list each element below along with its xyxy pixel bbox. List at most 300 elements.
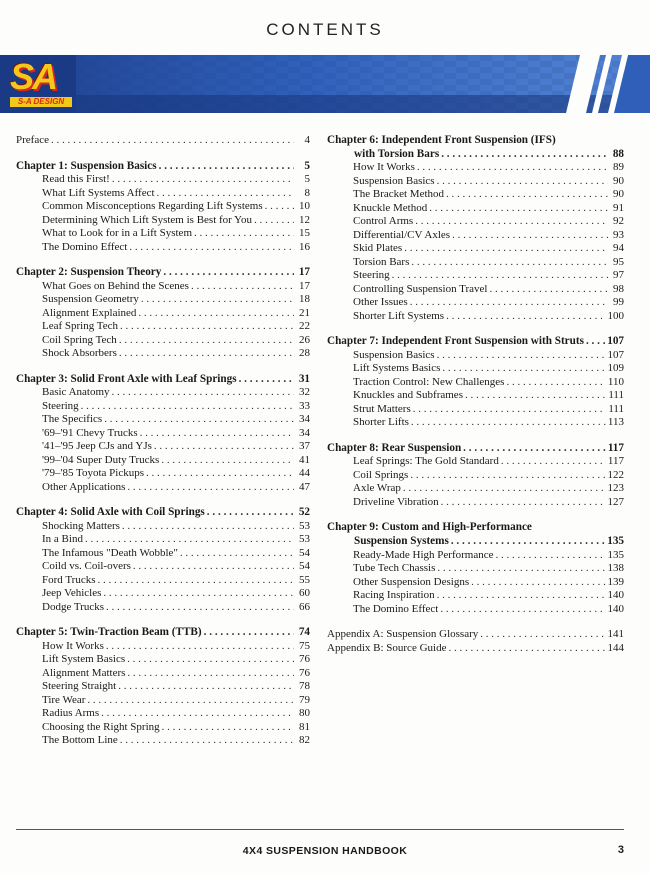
toc-chapter: [327, 628, 624, 655]
dot-leader: [451, 535, 605, 549]
toc-entry-title: Shorter Lift Systems: [353, 309, 445, 322]
toc-entry-title: Alignment Matters: [42, 666, 126, 679]
toc-page-number: 15: [299, 227, 310, 240]
toc-entry: [16, 467, 310, 481]
toc-page-number: 28: [299, 347, 310, 360]
dot-leader: [410, 296, 608, 310]
toc-page-number: 16: [299, 240, 310, 253]
dot-leader: [81, 400, 294, 414]
toc-entry-title: Common Misconceptions Regarding Lift Systems: [42, 200, 263, 213]
toc-chapter: [327, 442, 624, 510]
dot-leader: [254, 214, 294, 228]
dot-leader: [87, 694, 294, 708]
dot-leader: [120, 734, 294, 748]
toc-page-number: 94: [613, 242, 624, 255]
toc-entry: [16, 721, 310, 735]
toc-entry: [16, 334, 310, 348]
toc-page-number: 113: [607, 416, 624, 429]
dot-leader: [180, 547, 294, 561]
dot-leader: [98, 574, 295, 588]
toc-page-number: 55: [299, 573, 310, 586]
toc-entry-title: Leaf Spring Tech: [42, 320, 119, 333]
toc-entry-title: Lift System Basics: [42, 653, 126, 666]
dot-leader: [452, 229, 608, 243]
toc-page-number: 138: [607, 562, 624, 575]
toc-page-number: 144: [607, 641, 624, 654]
toc-entry: [16, 601, 310, 615]
toc-chapter: [16, 160, 310, 255]
toc-entry-title: The Bracket Method: [353, 188, 445, 201]
toc-entry: [16, 413, 310, 427]
chapter-title: Chapter 5: Twin-Traction Beam (TTB): [16, 626, 202, 639]
logo-mark: SA: [10, 56, 57, 97]
chapter-heading: [16, 506, 310, 520]
toc-entry: [327, 349, 624, 363]
toc-page-number: 32: [299, 386, 310, 399]
dot-leader: [411, 256, 608, 270]
toc-entry-title: Driveline Vibration: [353, 495, 439, 508]
toc-entry: [327, 389, 624, 403]
toc-entry: [327, 589, 624, 603]
toc-entry-title: Radius Arms: [42, 707, 100, 720]
toc-page-number: 5: [304, 173, 310, 186]
toc-entry: [16, 667, 310, 681]
chapter-page-number: 117: [607, 441, 624, 454]
dot-leader: [465, 389, 606, 403]
toc-entry-title: Differential/CV Axles: [353, 228, 451, 241]
toc-entry-title: Other Issues: [353, 296, 408, 309]
chapter-title: Chapter 6: Independent Front Suspension (IFS): [327, 134, 556, 146]
toc-page-number: 66: [299, 600, 310, 613]
toc-right-column: [327, 134, 624, 667]
dot-leader: [480, 628, 605, 642]
toc-entry: [327, 549, 624, 563]
toc-entry: [327, 642, 624, 656]
dot-leader: [127, 653, 294, 667]
logo: [4, 56, 76, 112]
toc-entry-title: Strut Matters: [353, 402, 411, 415]
dot-leader: [403, 482, 606, 496]
toc-page-number: 98: [613, 282, 624, 295]
chapter-page-number: 17: [298, 266, 310, 279]
toc-entry-title: Suspension Basics: [353, 174, 435, 187]
toc-chapter: [327, 335, 624, 430]
toc-entry-title: The Domino Effect: [353, 602, 439, 615]
chapter-heading: [16, 134, 310, 148]
toc-entry: [16, 574, 310, 588]
toc-page-number: 54: [299, 560, 310, 573]
toc-entry: [16, 241, 310, 255]
toc-entry-title: How It Works: [353, 161, 415, 174]
toc-entry-title: In a Bind: [42, 533, 83, 546]
toc-entry-title: Appendix B: Source Guide: [327, 641, 447, 654]
dot-leader: [501, 455, 606, 469]
chapter-heading: [16, 626, 310, 640]
toc-page-number: 95: [613, 255, 624, 268]
toc-entry-title: Steering: [353, 269, 390, 282]
toc-page-number: 91: [613, 201, 624, 214]
toc-chapter: [16, 626, 310, 748]
toc-entry: [327, 202, 624, 216]
toc-page-number: 76: [299, 666, 310, 679]
toc-entry: [327, 161, 624, 175]
chapter-title: Chapter 2: Suspension Theory: [16, 266, 162, 279]
toc-entry: [327, 175, 624, 189]
dot-leader: [127, 667, 294, 681]
toc-page-number: 109: [607, 362, 624, 375]
dot-leader: [463, 442, 606, 456]
toc-entry: [16, 587, 310, 601]
toc-entry-title: '41–'95 Jeep CJs and YJs: [42, 440, 152, 453]
toc-entry-title: Leaf Springs: The Gold Standard: [353, 455, 499, 468]
toc-entry-title: What Lift Systems Affect: [42, 186, 155, 199]
chapter-title: Chapter 3: Solid Front Axle with Leaf Springs: [16, 372, 237, 385]
toc-entry-title: Basic Anatomy: [42, 386, 110, 399]
toc-entry-title: Lift Systems Basics: [353, 362, 441, 375]
toc-entry: [16, 280, 310, 294]
dot-leader: [191, 280, 294, 294]
dot-leader: [471, 576, 605, 590]
dot-leader: [239, 373, 294, 387]
toc-entry: [16, 427, 310, 441]
chapter-title-continued: [327, 535, 624, 549]
toc-entry: [327, 310, 624, 324]
toc-page-number: 90: [613, 174, 624, 187]
toc-entry: [327, 283, 624, 297]
dot-leader: [194, 227, 294, 241]
toc-entry: [327, 628, 624, 642]
toc-entry: [327, 576, 624, 590]
chapter-page-number: 74: [298, 626, 310, 639]
toc-page-number: 78: [299, 680, 310, 693]
toc-chapter: [327, 521, 624, 616]
toc-page-number: 53: [299, 519, 310, 532]
toc-entry: [16, 214, 310, 228]
toc-entry-title: Ford Trucks: [42, 573, 96, 586]
dot-leader: [141, 293, 294, 307]
chapter-heading: [327, 521, 624, 548]
toc-entry-title: Suspension Geometry: [42, 293, 139, 306]
toc-entry-title: Choosing the Right Spring: [42, 720, 160, 733]
toc-page-number: 21: [299, 306, 310, 319]
toc-page-number: 33: [299, 399, 310, 412]
toc-entry: [327, 482, 624, 496]
toc-page-number: 12: [299, 213, 310, 226]
toc-entry: [16, 707, 310, 721]
toc-entry-title: Knuckle Method: [353, 201, 428, 214]
toc-entry-title: Ready-Made High Performance: [353, 548, 494, 561]
toc-entry: [16, 347, 310, 361]
toc-entry-title: Other Applications: [42, 480, 126, 493]
toc-page-number: 60: [299, 587, 310, 600]
dot-leader: [157, 187, 294, 201]
chapter-title-line2: with Torsion Bars: [354, 147, 440, 160]
toc-page-number: 140: [607, 589, 624, 602]
toc-chapter: [16, 506, 310, 614]
dot-leader: [265, 200, 294, 214]
footer-page-number: 3: [617, 844, 624, 856]
dot-leader: [51, 134, 294, 148]
toc-entry: [16, 187, 310, 201]
dot-leader: [112, 386, 294, 400]
dot-leader: [154, 440, 294, 454]
toc-entry-title: Axle Wrap: [353, 482, 401, 495]
dot-leader: [411, 416, 606, 430]
toc-page-number: 127: [607, 495, 624, 508]
dot-leader: [410, 469, 605, 483]
chapter-page-number: 5: [304, 159, 310, 172]
toc-entry-title: Traction Control: New Challenges: [353, 375, 505, 388]
toc-page-number: 111: [608, 402, 624, 415]
toc-left-column: [16, 134, 310, 760]
chapter-title: Chapter 7: Independent Front Suspension with Struts: [327, 335, 584, 348]
chapter-title: Chapter 4: Solid Axle with Coil Springs: [16, 506, 205, 519]
toc-entry-title: The Bottom Line: [42, 734, 118, 747]
chapter-page-number: 88: [612, 147, 624, 160]
toc-page-number: 93: [613, 228, 624, 241]
dot-leader: [442, 362, 605, 376]
dot-leader: [446, 310, 605, 324]
toc-entry: [327, 296, 624, 310]
chapter-page-number: 52: [298, 506, 310, 519]
toc-entry: [327, 469, 624, 483]
toc-entry: [16, 547, 310, 561]
toc-entry-title: The Infamous "Death Wobble": [42, 546, 178, 559]
toc-entry-title: Coil Springs: [353, 468, 409, 481]
toc-entry: [327, 229, 624, 243]
dot-leader: [161, 454, 294, 468]
chapter-page-number: 31: [298, 372, 310, 385]
toc-page-number: 79: [299, 693, 310, 706]
toc-page-number: 99: [613, 296, 624, 309]
toc-page-number: 80: [299, 707, 310, 720]
toc-page-number: 82: [299, 734, 310, 747]
toc-chapter: [16, 373, 310, 495]
dot-leader: [437, 562, 605, 576]
toc-entry: [16, 386, 310, 400]
toc-page-number: 26: [299, 333, 310, 346]
toc-entry-title: Tire Wear: [42, 693, 86, 706]
toc-entry: [16, 680, 310, 694]
toc-page-number: 53: [299, 533, 310, 546]
toc-entry-title: Appendix A: Suspension Glossary: [327, 628, 479, 641]
toc-entry-title: The Domino Effect: [42, 240, 128, 253]
toc-entry: [327, 403, 624, 417]
footer-divider: [16, 829, 624, 830]
toc-page-number: 110: [607, 375, 624, 388]
dot-leader: [138, 307, 294, 321]
dot-leader: [446, 188, 608, 202]
dot-leader: [506, 376, 605, 390]
toc-page-number: 81: [299, 720, 310, 733]
toc-page-number: 92: [613, 215, 624, 228]
toc-page-number: 47: [299, 480, 310, 493]
chapter-heading: [327, 442, 624, 456]
dot-leader: [489, 283, 608, 297]
toc-entry-title: Control Arms: [353, 215, 414, 228]
toc-page-number: 100: [607, 309, 624, 322]
toc-page-number: 89: [613, 161, 624, 174]
dot-leader: [146, 467, 294, 481]
toc-chapter: [327, 134, 624, 323]
toc-page-number: 8: [304, 186, 310, 199]
dot-leader: [392, 269, 608, 283]
toc-entry-title: Coil Spring Tech: [42, 333, 117, 346]
toc-page-number: 54: [299, 546, 310, 559]
dot-leader: [586, 335, 605, 349]
toc-page-number: 139: [607, 575, 624, 588]
toc-entry: [16, 440, 310, 454]
dot-leader: [204, 626, 294, 640]
dot-leader: [104, 413, 294, 427]
toc-entry-title: Other Suspension Designs: [353, 575, 470, 588]
dot-leader: [162, 721, 294, 735]
toc-entry-title: Read this First!: [42, 173, 110, 186]
toc-page-number: 17: [299, 279, 310, 292]
logo-subtext: S-A DESIGN: [10, 97, 72, 107]
toc-entry: [327, 416, 624, 430]
dot-leader: [112, 173, 294, 187]
toc-entry: [16, 520, 310, 534]
toc-entry-title: What Goes on Behind the Scenes: [42, 279, 189, 292]
chapter-page-number: 107: [607, 335, 624, 348]
toc-entry: [327, 376, 624, 390]
dot-leader: [437, 589, 606, 603]
toc-page-number: 34: [299, 426, 310, 439]
chapter-title-line2: Suspension Systems: [354, 534, 449, 547]
chapter-title: Chapter 1: Suspension Basics: [16, 159, 157, 172]
toc-entry-title: '79–'85 Toyota Pickups: [42, 467, 144, 480]
toc-entry-title: Skid Plates: [353, 242, 403, 255]
dot-leader: [103, 587, 294, 601]
toc-entry: [16, 320, 310, 334]
chapter-page-number: 135: [607, 534, 624, 547]
toc-page-number: 34: [299, 413, 310, 426]
toc-page-number: 140: [607, 602, 624, 615]
dot-leader: [133, 560, 294, 574]
toc-entry-title: Determining Which Lift System is Best for You: [42, 213, 253, 226]
toc-entry-title: Shocking Matters: [42, 519, 120, 532]
toc-entry: [327, 256, 624, 270]
toc-entry: [327, 562, 624, 576]
toc-entry-title: Racing Inspiration: [353, 589, 435, 602]
toc-page-number: 44: [299, 467, 310, 480]
toc-entry-title: Controlling Suspension Travel: [353, 282, 488, 295]
header-banner: [0, 55, 650, 113]
dot-leader: [129, 241, 294, 255]
toc-page-number: 22: [299, 320, 310, 333]
dot-leader: [207, 506, 294, 520]
toc-page-number: 90: [613, 188, 624, 201]
dot-leader: [429, 202, 608, 216]
dot-leader: [120, 320, 294, 334]
toc-entry: [16, 481, 310, 495]
chapter-heading: [16, 266, 310, 280]
chapter-title: Chapter 9: Custom and High-Performance: [327, 521, 532, 534]
toc-entry-title: Shock Absorbers: [42, 347, 117, 360]
toc-page-number: 111: [608, 389, 624, 402]
dot-leader: [122, 520, 294, 534]
toc-page-number: 122: [607, 468, 624, 481]
toc-page-number: 18: [299, 293, 310, 306]
dot-leader: [85, 533, 294, 547]
dot-leader: [496, 549, 606, 563]
toc-entry: [327, 455, 624, 469]
dot-leader: [441, 148, 608, 162]
toc-entry-title: How It Works: [42, 639, 104, 652]
dot-leader: [415, 215, 608, 229]
toc-entry-title: '69–'91 Chevy Trucks: [42, 426, 138, 439]
dot-leader: [441, 496, 606, 510]
dot-leader: [101, 707, 294, 721]
dot-leader: [404, 242, 608, 256]
toc-entry: [327, 362, 624, 376]
dot-leader: [118, 680, 294, 694]
dot-leader: [413, 403, 607, 417]
toc-entry-title: What to Look for in a Lift System: [42, 227, 192, 240]
page-title: CONTENTS: [266, 20, 384, 39]
toc-page-number: 75: [299, 639, 310, 652]
toc-page-number: 41: [299, 453, 310, 466]
toc-entry: [16, 400, 310, 414]
toc-entry: [16, 560, 310, 574]
toc-entry-title: The Specifics: [42, 413, 103, 426]
toc-page-number: 37: [299, 440, 310, 453]
toc-entry-title: Coild vs. Coil-overs: [42, 560, 131, 573]
toc-entry: [16, 307, 310, 321]
toc-page-number: 141: [607, 628, 624, 641]
dot-leader: [159, 160, 294, 174]
dot-leader: [437, 349, 606, 363]
toc-entry: [16, 293, 310, 307]
toc-entry-title: Jeep Vehicles: [42, 587, 102, 600]
chapter-heading: [16, 160, 310, 174]
toc-page-number: 117: [607, 455, 624, 468]
banner-graphic: [0, 55, 650, 113]
toc-entry: [327, 496, 624, 510]
dot-leader: [106, 640, 294, 654]
toc-entry: [327, 603, 624, 617]
dot-leader: [119, 334, 294, 348]
chapter-title-continued: [327, 148, 624, 162]
toc-entry: [16, 640, 310, 654]
dot-leader: [140, 427, 294, 441]
toc-page-number: 123: [607, 482, 624, 495]
chapter-title: Preface: [16, 134, 49, 146]
chapter-heading: [327, 335, 624, 349]
toc-entry: [16, 227, 310, 241]
dot-leader: [119, 347, 294, 361]
dot-leader: [163, 266, 294, 280]
toc-entry: [16, 694, 310, 708]
toc-entry: [327, 188, 624, 202]
chapter-title: Chapter 8: Rear Suspension: [327, 441, 462, 454]
toc-page-number: 10: [299, 200, 310, 213]
dot-leader: [106, 601, 294, 615]
chapter-heading: [327, 134, 624, 161]
dot-leader: [448, 642, 605, 656]
toc-entry: [327, 269, 624, 283]
toc-chapter: [16, 266, 310, 361]
toc-entry: [327, 242, 624, 256]
toc-entry: [16, 454, 310, 468]
footer-book-title: 4X4 SUSPENSION HANDBOOK: [242, 845, 408, 857]
toc-entry-title: '99–'04 Super Duty Trucks: [42, 453, 160, 466]
toc-entry: [327, 215, 624, 229]
toc-entry-title: Dodge Trucks: [42, 600, 105, 613]
toc-entry-title: Knuckles and Subframes: [353, 389, 463, 402]
toc-entry-title: Steering: [42, 399, 79, 412]
